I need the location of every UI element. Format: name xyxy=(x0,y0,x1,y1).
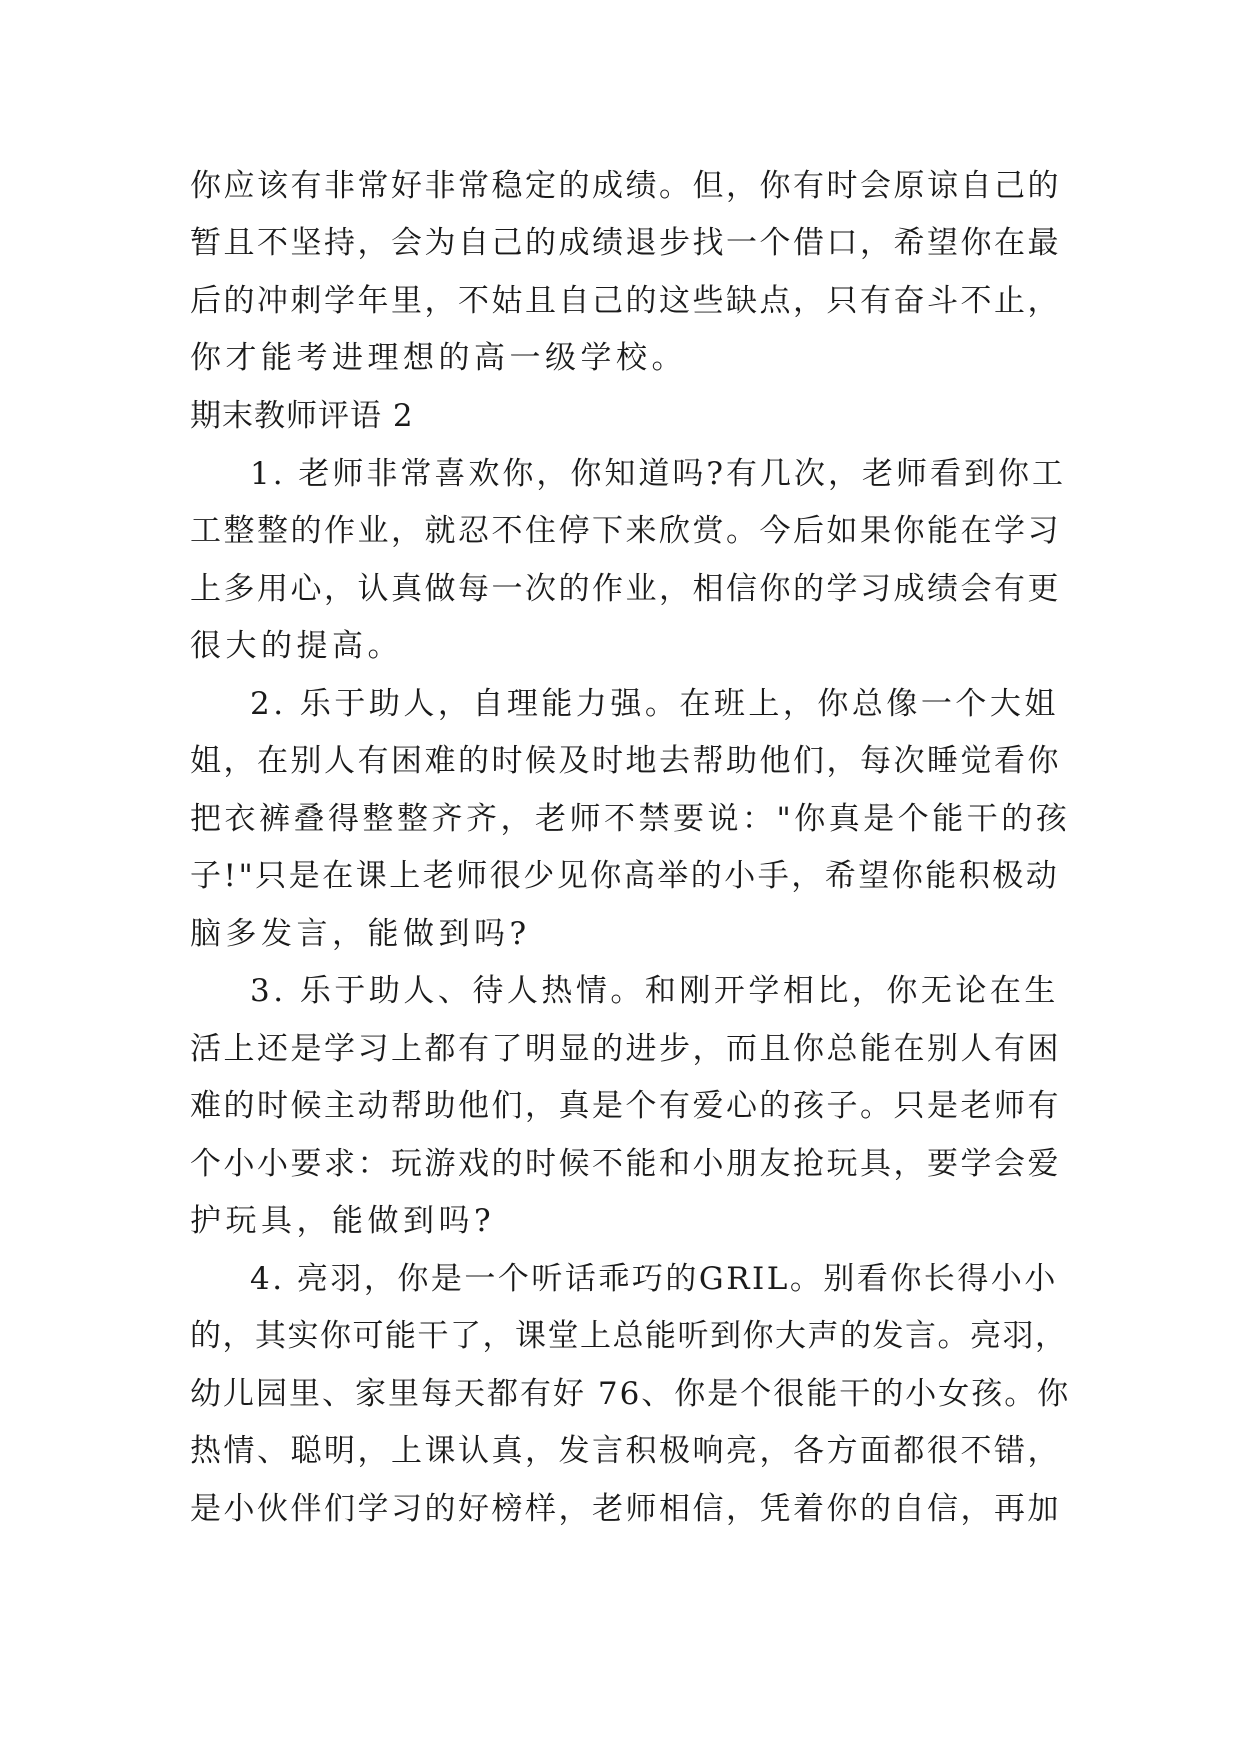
paragraph-line: 你才能考进理想的高一级学校。 xyxy=(190,340,687,376)
paragraph-line: 难的时候主动帮助他们，真是个有爱心的孩子。只是老师有 xyxy=(190,1088,1061,1124)
section-heading: 期末教师评语 2 xyxy=(190,398,414,434)
paragraph-line: 个小小要求：玩游戏的时候不能和小朋友抢玩具，要学会爱 xyxy=(190,1146,1061,1182)
paragraph-line: 你应该有非常好非常稳定的成绩。但，你有时会原谅自己的 xyxy=(190,168,1061,204)
paragraph-line: 1. 老师非常喜欢你，你知道吗?有几次，老师看到你工 xyxy=(250,456,1067,492)
paragraph-line: 幼儿园里、家里每天都有好 76、你是个很能干的小女孩。你 xyxy=(190,1376,1071,1412)
paragraph-line: 热情、聪明，上课认真，发言积极响亮，各方面都很不错， xyxy=(190,1433,1061,1469)
paragraph-line: 把衣裤叠得整整齐齐，老师不禁要说："你真是个能干的孩 xyxy=(190,801,1071,837)
paragraph-line: 的，其实你可能干了，课堂上总能听到你大声的发言。亮羽， xyxy=(190,1318,1068,1354)
paragraph-line: 暂且不坚持，会为自己的成绩退步找一个借口，希望你在最 xyxy=(190,225,1061,261)
paragraph-line: 4. 亮羽，你是一个听话乖巧的GRIL。别看你长得小小 xyxy=(250,1261,1058,1297)
paragraph-line: 工整整的作业，就忍不住停下来欣赏。今后如果你能在学习 xyxy=(190,513,1061,549)
paragraph-line: 活上还是学习上都有了明显的进步，而且你总能在别人有困 xyxy=(190,1031,1061,1067)
paragraph-line: 子!"只是在课上老师很少见你高举的小手，希望你能积极动 xyxy=(190,858,1060,894)
paragraph-line: 姐，在别人有困难的时候及时地去帮助他们，每次睡觉看你 xyxy=(190,743,1061,779)
paragraph-line: 护玩具，能做到吗? xyxy=(190,1203,496,1239)
paragraph-line: 上多用心，认真做每一次的作业，相信你的学习成绩会有更 xyxy=(190,571,1061,607)
paragraph-line: 脑多发言，能做到吗? xyxy=(190,916,531,952)
paragraph-line: 很大的提高。 xyxy=(190,628,403,664)
paragraph-line: 2. 乐于助人，自理能力强。在班上，你总像一个大姐 xyxy=(250,686,1059,722)
paragraph-line: 后的冲刺学年里，不姑且自己的这些缺点，只有奋斗不止， xyxy=(190,283,1061,319)
paragraph-line: 3. 乐于助人、待人热情。和刚开学相比，你无论在生 xyxy=(250,973,1059,1009)
paragraph-line: 是小伙伴们学习的好榜样，老师相信，凭着你的自信，再加 xyxy=(190,1491,1061,1527)
